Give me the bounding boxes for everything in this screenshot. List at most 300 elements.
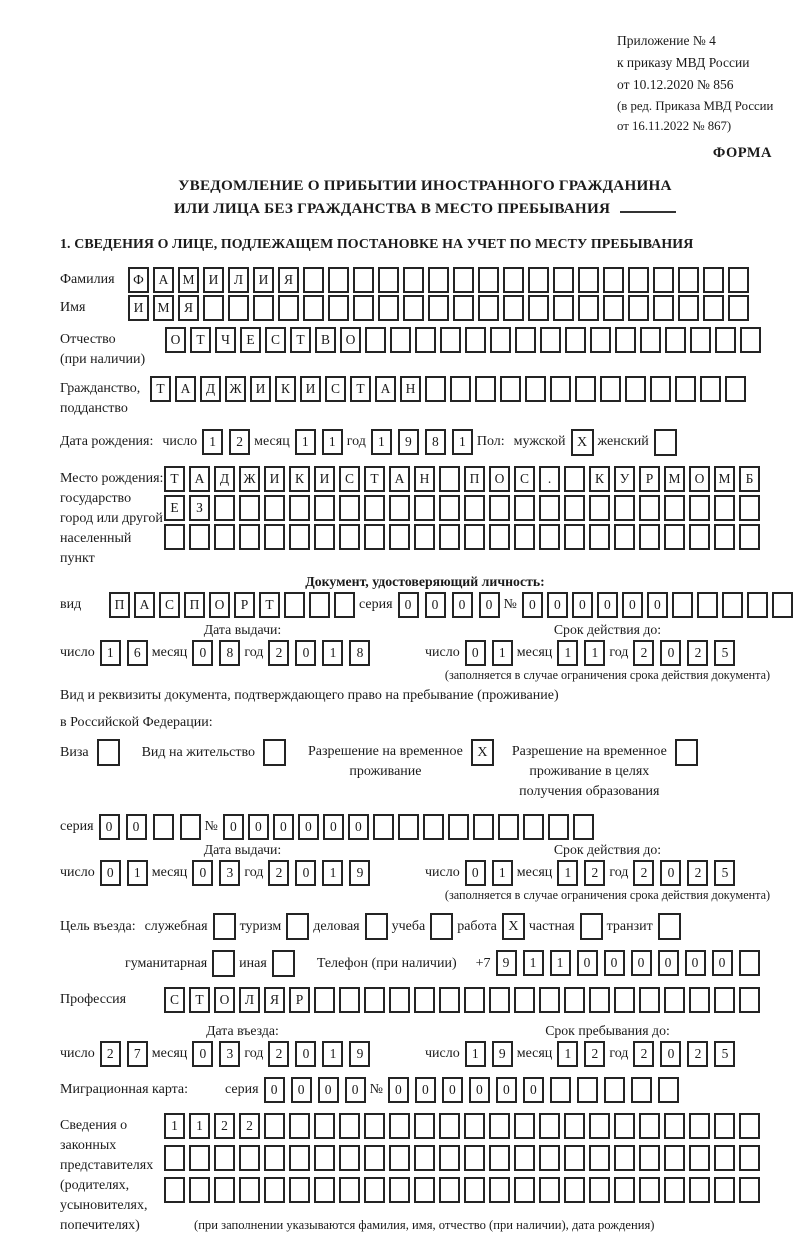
char-cell[interactable]: 2 [268,640,289,666]
char-cell[interactable] [475,376,496,402]
char-cell[interactable] [539,524,560,550]
char-cell[interactable]: О [489,466,510,492]
char-cell[interactable] [239,524,260,550]
char-cell[interactable]: Т [189,987,210,1013]
char-cell[interactable] [365,327,386,353]
char-cell[interactable]: Р [639,466,660,492]
char-cell[interactable] [564,1177,585,1203]
char-cell[interactable] [714,524,735,550]
char-cell[interactable] [653,295,674,321]
char-cell[interactable]: 1 [371,429,392,455]
char-cell[interactable] [478,267,499,293]
checkbox-cell[interactable] [580,913,603,940]
char-cell[interactable]: Р [289,987,310,1013]
char-cell[interactable]: 2 [633,640,654,666]
char-cell[interactable] [664,1177,685,1203]
char-cell[interactable]: И [314,466,335,492]
char-cell[interactable]: 1 [127,860,148,886]
char-cell[interactable] [328,295,349,321]
char-cell[interactable] [364,495,385,521]
char-cell[interactable] [772,592,793,618]
char-cell[interactable]: Ч [215,327,236,353]
char-cell[interactable] [389,987,410,1013]
char-cell[interactable] [514,1177,535,1203]
char-cell[interactable] [450,376,471,402]
char-cell[interactable] [553,267,574,293]
char-cell[interactable]: 0 [712,950,733,976]
char-cell[interactable]: 1 [550,950,571,976]
char-cell[interactable]: 2 [239,1113,260,1139]
char-cell[interactable]: С [325,376,346,402]
char-cell[interactable] [339,524,360,550]
checkbox-cell[interactable] [263,739,286,766]
char-cell[interactable]: 0 [348,814,369,840]
char-cell[interactable]: 0 [658,950,679,976]
char-cell[interactable]: М [153,295,174,321]
char-cell[interactable]: С [265,327,286,353]
char-cell[interactable] [539,495,560,521]
char-cell[interactable] [577,1077,598,1103]
char-cell[interactable]: Ф [128,267,149,293]
char-cell[interactable]: И [128,295,149,321]
char-cell[interactable] [439,1145,460,1171]
char-cell[interactable] [264,1145,285,1171]
char-cell[interactable] [589,495,610,521]
char-cell[interactable]: 5 [714,860,735,886]
char-cell[interactable]: П [109,592,130,618]
char-cell[interactable] [364,1177,385,1203]
char-cell[interactable] [739,1145,760,1171]
char-cell[interactable] [489,1177,510,1203]
char-cell[interactable] [228,295,249,321]
char-cell[interactable]: 1 [322,640,343,666]
char-cell[interactable] [689,987,710,1013]
char-cell[interactable] [414,1145,435,1171]
char-cell[interactable] [714,1113,735,1139]
char-cell[interactable]: 1 [189,1113,210,1139]
char-cell[interactable] [373,814,394,840]
char-cell[interactable] [364,1145,385,1171]
char-cell[interactable]: 0 [660,1041,681,1067]
char-cell[interactable] [650,376,671,402]
char-cell[interactable] [564,1145,585,1171]
char-cell[interactable] [289,1145,310,1171]
char-cell[interactable] [378,267,399,293]
char-cell[interactable] [703,267,724,293]
char-cell[interactable] [214,524,235,550]
char-cell[interactable] [714,987,735,1013]
char-cell[interactable]: И [250,376,271,402]
char-cell[interactable] [697,592,718,618]
char-cell[interactable]: 0 [577,950,598,976]
char-cell[interactable]: 6 [127,640,148,666]
char-cell[interactable] [314,1145,335,1171]
char-cell[interactable] [565,327,586,353]
char-cell[interactable] [489,524,510,550]
char-cell[interactable] [314,524,335,550]
char-cell[interactable] [564,495,585,521]
char-cell[interactable] [503,295,524,321]
char-cell[interactable]: З [189,495,210,521]
char-cell[interactable]: О [165,327,186,353]
char-cell[interactable]: 0 [345,1077,366,1103]
char-cell[interactable] [214,1145,235,1171]
char-cell[interactable] [439,1113,460,1139]
char-cell[interactable] [239,495,260,521]
char-cell[interactable] [528,295,549,321]
char-cell[interactable]: У [614,466,635,492]
char-cell[interactable]: Я [264,987,285,1013]
char-cell[interactable]: 9 [398,429,419,455]
char-cell[interactable] [403,267,424,293]
char-cell[interactable] [589,1145,610,1171]
char-cell[interactable]: Е [164,495,185,521]
char-cell[interactable]: П [464,466,485,492]
char-cell[interactable] [389,495,410,521]
char-cell[interactable]: 0 [660,640,681,666]
char-cell[interactable]: А [375,376,396,402]
char-cell[interactable] [423,814,444,840]
char-cell[interactable] [389,1113,410,1139]
checkbox-cell[interactable]: X [502,913,525,940]
checkbox-cell[interactable] [272,950,295,977]
char-cell[interactable]: 2 [268,1041,289,1067]
char-cell[interactable] [489,1145,510,1171]
char-cell[interactable]: 1 [322,860,343,886]
char-cell[interactable] [414,524,435,550]
char-cell[interactable] [628,267,649,293]
checkbox-cell[interactable] [286,913,309,940]
char-cell[interactable]: 0 [597,592,618,618]
char-cell[interactable]: Б [739,466,760,492]
char-cell[interactable] [689,1113,710,1139]
char-cell[interactable]: 0 [425,592,446,618]
char-cell[interactable]: 0 [522,592,543,618]
char-cell[interactable]: 1 [557,1041,578,1067]
char-cell[interactable]: 2 [268,860,289,886]
char-cell[interactable]: 0 [685,950,706,976]
char-cell[interactable]: 0 [192,640,213,666]
char-cell[interactable]: Т [290,327,311,353]
char-cell[interactable]: О [214,987,235,1013]
char-cell[interactable] [539,1177,560,1203]
char-cell[interactable]: 0 [298,814,319,840]
char-cell[interactable] [664,1145,685,1171]
char-cell[interactable] [550,1077,571,1103]
char-cell[interactable]: Т [164,466,185,492]
char-cell[interactable]: 0 [295,640,316,666]
char-cell[interactable] [239,1145,260,1171]
char-cell[interactable] [575,376,596,402]
char-cell[interactable] [740,327,761,353]
char-cell[interactable] [590,327,611,353]
char-cell[interactable]: Н [400,376,421,402]
char-cell[interactable] [739,1177,760,1203]
char-cell[interactable] [334,592,355,618]
char-cell[interactable]: 8 [425,429,446,455]
char-cell[interactable] [564,524,585,550]
char-cell[interactable] [303,267,324,293]
char-cell[interactable] [439,987,460,1013]
char-cell[interactable] [339,1113,360,1139]
char-cell[interactable]: 0 [264,1077,285,1103]
char-cell[interactable] [203,295,224,321]
char-cell[interactable] [214,495,235,521]
char-cell[interactable]: 0 [99,814,120,840]
char-cell[interactable] [672,592,693,618]
char-cell[interactable] [439,524,460,550]
char-cell[interactable]: 1 [465,1041,486,1067]
char-cell[interactable] [614,987,635,1013]
char-cell[interactable] [665,327,686,353]
char-cell[interactable] [490,327,511,353]
checkbox-cell[interactable]: X [471,739,494,766]
char-cell[interactable] [439,466,460,492]
char-cell[interactable] [525,376,546,402]
char-cell[interactable]: 7 [127,1041,148,1067]
char-cell[interactable]: 0 [295,860,316,886]
char-cell[interactable] [523,814,544,840]
char-cell[interactable] [639,524,660,550]
char-cell[interactable] [264,1113,285,1139]
char-cell[interactable] [614,495,635,521]
char-cell[interactable] [439,1177,460,1203]
char-cell[interactable]: 2 [633,860,654,886]
char-cell[interactable] [540,327,561,353]
char-cell[interactable] [640,327,661,353]
char-cell[interactable] [639,1177,660,1203]
char-cell[interactable] [289,495,310,521]
char-cell[interactable] [725,376,746,402]
char-cell[interactable]: 1 [202,429,223,455]
char-cell[interactable] [589,524,610,550]
char-cell[interactable]: 0 [318,1077,339,1103]
char-cell[interactable]: М [664,466,685,492]
char-cell[interactable] [664,1113,685,1139]
char-cell[interactable]: 2 [633,1041,654,1067]
char-cell[interactable]: Л [239,987,260,1013]
char-cell[interactable] [414,495,435,521]
char-cell[interactable]: 2 [584,1041,605,1067]
char-cell[interactable] [550,376,571,402]
char-cell[interactable]: 0 [223,814,244,840]
char-cell[interactable]: Т [190,327,211,353]
char-cell[interactable] [689,1145,710,1171]
char-cell[interactable] [739,950,760,976]
char-cell[interactable]: 9 [349,860,370,886]
char-cell[interactable] [703,295,724,321]
char-cell[interactable] [689,495,710,521]
char-cell[interactable] [714,1177,735,1203]
char-cell[interactable]: Ж [239,466,260,492]
char-cell[interactable] [353,267,374,293]
char-cell[interactable]: 2 [687,860,708,886]
char-cell[interactable]: 2 [584,860,605,886]
char-cell[interactable]: 0 [291,1077,312,1103]
char-cell[interactable] [153,814,174,840]
char-cell[interactable]: С [164,987,185,1013]
char-cell[interactable] [425,376,446,402]
char-cell[interactable]: В [315,327,336,353]
char-cell[interactable] [339,987,360,1013]
char-cell[interactable]: 8 [219,640,240,666]
char-cell[interactable] [514,524,535,550]
checkbox-cell[interactable] [212,950,235,977]
char-cell[interactable] [489,987,510,1013]
char-cell[interactable]: А [389,466,410,492]
char-cell[interactable] [398,814,419,840]
char-cell[interactable] [464,524,485,550]
char-cell[interactable]: 9 [496,950,517,976]
checkbox-cell[interactable]: X [571,429,594,456]
char-cell[interactable] [465,327,486,353]
char-cell[interactable]: 3 [219,1041,240,1067]
char-cell[interactable]: 2 [100,1041,121,1067]
char-cell[interactable] [639,1113,660,1139]
char-cell[interactable]: Т [150,376,171,402]
char-cell[interactable]: 0 [415,1077,436,1103]
char-cell[interactable] [489,495,510,521]
char-cell[interactable] [339,1177,360,1203]
char-cell[interactable]: И [203,267,224,293]
char-cell[interactable] [164,1145,185,1171]
char-cell[interactable]: 1 [584,640,605,666]
char-cell[interactable] [614,1177,635,1203]
char-cell[interactable] [664,495,685,521]
char-cell[interactable]: Т [364,466,385,492]
char-cell[interactable]: 1 [523,950,544,976]
char-cell[interactable] [639,987,660,1013]
char-cell[interactable]: 9 [349,1041,370,1067]
char-cell[interactable] [378,295,399,321]
char-cell[interactable] [614,1113,635,1139]
char-cell[interactable] [464,1177,485,1203]
char-cell[interactable] [715,327,736,353]
char-cell[interactable]: 0 [660,860,681,886]
char-cell[interactable] [453,267,474,293]
char-cell[interactable]: 0 [126,814,147,840]
char-cell[interactable] [664,987,685,1013]
char-cell[interactable]: 0 [465,640,486,666]
char-cell[interactable]: Е [240,327,261,353]
char-cell[interactable] [164,1177,185,1203]
char-cell[interactable] [309,592,330,618]
char-cell[interactable] [500,376,521,402]
char-cell[interactable]: 0 [192,1041,213,1067]
char-cell[interactable]: О [209,592,230,618]
char-cell[interactable] [539,987,560,1013]
char-cell[interactable] [314,1177,335,1203]
char-cell[interactable] [589,987,610,1013]
char-cell[interactable] [589,1113,610,1139]
char-cell[interactable] [739,524,760,550]
char-cell[interactable]: 0 [398,592,419,618]
char-cell[interactable]: С [159,592,180,618]
char-cell[interactable] [289,524,310,550]
char-cell[interactable]: 0 [469,1077,490,1103]
char-cell[interactable] [389,1177,410,1203]
char-cell[interactable] [489,1113,510,1139]
char-cell[interactable] [528,267,549,293]
char-cell[interactable] [714,1145,735,1171]
char-cell[interactable]: К [275,376,296,402]
char-cell[interactable] [539,1113,560,1139]
char-cell[interactable] [464,1145,485,1171]
char-cell[interactable]: 1 [322,1041,343,1067]
char-cell[interactable] [264,524,285,550]
char-cell[interactable]: 0 [273,814,294,840]
char-cell[interactable]: Н [414,466,435,492]
char-cell[interactable]: 0 [572,592,593,618]
char-cell[interactable]: 0 [323,814,344,840]
char-cell[interactable] [639,1145,660,1171]
char-cell[interactable] [589,1177,610,1203]
char-cell[interactable]: М [714,466,735,492]
char-cell[interactable]: 2 [229,429,250,455]
char-cell[interactable] [614,524,635,550]
char-cell[interactable]: 1 [492,860,513,886]
char-cell[interactable] [414,987,435,1013]
char-cell[interactable] [364,987,385,1013]
char-cell[interactable] [739,495,760,521]
char-cell[interactable] [600,376,621,402]
char-cell[interactable] [339,1145,360,1171]
char-cell[interactable]: К [589,466,610,492]
checkbox-cell[interactable] [658,913,681,940]
char-cell[interactable]: А [175,376,196,402]
char-cell[interactable]: 1 [452,429,473,455]
char-cell[interactable]: 5 [714,640,735,666]
char-cell[interactable]: К [289,466,310,492]
char-cell[interactable] [478,295,499,321]
char-cell[interactable]: Я [278,267,299,293]
char-cell[interactable] [728,295,749,321]
char-cell[interactable] [700,376,721,402]
char-cell[interactable] [564,466,585,492]
char-cell[interactable] [353,295,374,321]
char-cell[interactable] [628,295,649,321]
char-cell[interactable]: 1 [322,429,343,455]
char-cell[interactable] [728,267,749,293]
char-cell[interactable]: 0 [100,860,121,886]
char-cell[interactable] [189,1145,210,1171]
char-cell[interactable]: 1 [100,640,121,666]
char-cell[interactable] [689,524,710,550]
char-cell[interactable] [515,327,536,353]
char-cell[interactable] [722,592,743,618]
char-cell[interactable] [548,814,569,840]
char-cell[interactable] [639,495,660,521]
char-cell[interactable]: 0 [622,592,643,618]
char-cell[interactable] [514,495,535,521]
char-cell[interactable]: Т [259,592,280,618]
char-cell[interactable]: 0 [647,592,668,618]
char-cell[interactable] [284,592,305,618]
char-cell[interactable] [314,987,335,1013]
char-cell[interactable]: И [253,267,274,293]
char-cell[interactable]: О [689,466,710,492]
char-cell[interactable] [614,1145,635,1171]
char-cell[interactable] [553,295,574,321]
char-cell[interactable]: А [134,592,155,618]
char-cell[interactable] [564,987,585,1013]
char-cell[interactable] [464,1113,485,1139]
char-cell[interactable] [414,1113,435,1139]
char-cell[interactable] [390,327,411,353]
checkbox-cell[interactable] [430,913,453,940]
char-cell[interactable]: 0 [388,1077,409,1103]
char-cell[interactable] [739,1113,760,1139]
